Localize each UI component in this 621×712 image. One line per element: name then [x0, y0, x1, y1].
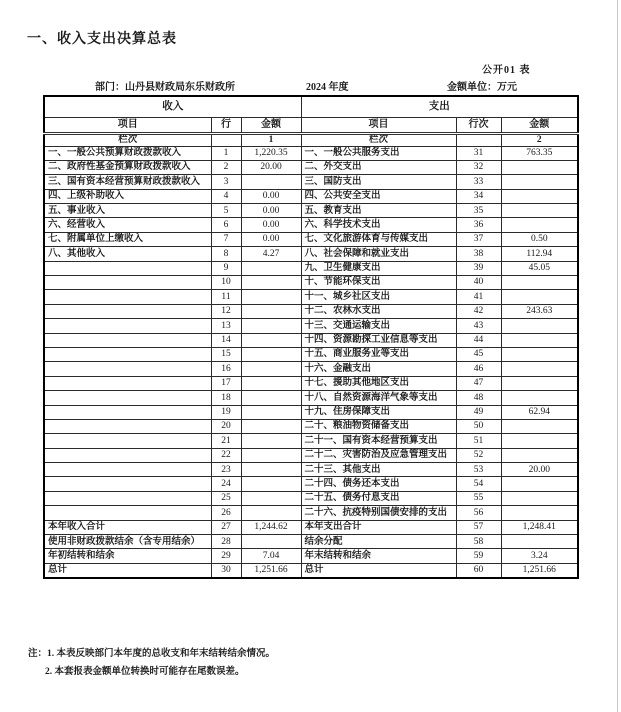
expense-amount-cell: [501, 391, 578, 405]
income-item-cell: [44, 319, 211, 333]
income-amount-cell: [241, 419, 301, 433]
table-row: [44, 491, 578, 505]
table-row: [44, 218, 578, 232]
expense-item-cell: 七、文化旅游体育与传媒支出: [301, 232, 456, 246]
expense-lanci-blank: [456, 133, 501, 146]
income-item-cell: 本年收入合计: [44, 520, 211, 534]
table-row: [44, 304, 578, 318]
income-rownum-cell: 19: [211, 405, 241, 419]
income-rownum-cell: 25: [211, 491, 241, 505]
expense-rownum-cell: 49: [456, 405, 501, 419]
income-amount-cell: [241, 175, 301, 189]
expense-item-cell: 二十四、债务还本支出: [301, 477, 456, 491]
income-item-cell: 四、上级补助收入: [44, 189, 211, 203]
income-rownum-cell: 8: [211, 247, 241, 261]
income-item-cell: [44, 276, 211, 290]
column-header-row: [44, 117, 578, 133]
table-row: [44, 160, 578, 174]
expense-item-cell: 十七、援助其他地区支出: [301, 376, 456, 390]
table-row: [44, 463, 578, 477]
expense-amount-cell: 0.50: [501, 232, 578, 246]
table-row: [44, 563, 578, 577]
income-item-header: 项目: [44, 117, 211, 133]
income-rownum-cell: 23: [211, 463, 241, 477]
table-row: [44, 175, 578, 189]
income-amount-cell: [241, 477, 301, 491]
column-index-row: [44, 133, 578, 146]
income-item-cell: 三、国有资本经营预算财政拨款收入: [44, 175, 211, 189]
income-amount-cell: [241, 506, 301, 520]
income-item-cell: 年初结转和结余: [44, 549, 211, 563]
income-rownum-cell: 29: [211, 549, 241, 563]
income-item-cell: [44, 261, 211, 275]
income-amount-cell: [241, 304, 301, 318]
expense-rownum-cell: 38: [456, 247, 501, 261]
table-row: [44, 347, 578, 361]
expense-item-cell: 结余分配: [301, 535, 456, 549]
department-label: 部门：山丹县财政局东乐财政所: [95, 82, 235, 93]
income-rownum-cell: 24: [211, 477, 241, 491]
income-rownum-cell: 20: [211, 419, 241, 433]
expense-item-header: 项目: [301, 117, 456, 133]
table-row: [44, 549, 578, 563]
income-amount-cell: 0.00: [241, 189, 301, 203]
income-item-cell: 八、其他收入: [44, 247, 211, 261]
expense-rownum-cell: 37: [456, 232, 501, 246]
expense-rownum-cell: 60: [456, 563, 501, 577]
income-amount-cell: [241, 333, 301, 347]
expense-amount-cell: [501, 204, 578, 218]
table-row: [44, 405, 578, 419]
income-rownum-cell: 6: [211, 218, 241, 232]
page-title: 一、收入支出决算总表: [27, 32, 177, 47]
table-row: [44, 477, 578, 491]
expense-item-cell: 本年支出合计: [301, 520, 456, 534]
income-amount-cell: [241, 319, 301, 333]
expense-item-cell: 二十二、灾害防治及应急管理支出: [301, 448, 456, 462]
expense-column-index: 2: [501, 133, 578, 146]
amount-unit-label: 金额单位：万元: [447, 82, 517, 93]
expense-amount-cell: [501, 276, 578, 290]
summary-table: [43, 95, 579, 579]
income-amount-header: 金额: [241, 117, 301, 133]
income-rownum-cell: 17: [211, 376, 241, 390]
income-amount-cell: [241, 448, 301, 462]
expense-amount-cell: [501, 347, 578, 361]
expense-item-cell: 十、节能环保支出: [301, 276, 456, 290]
income-amount-cell: [241, 276, 301, 290]
expense-item-cell: 年末结转和结余: [301, 549, 456, 563]
expense-item-cell: 二十五、债务付息支出: [301, 491, 456, 505]
income-rownum-cell: 27: [211, 520, 241, 534]
income-amount-cell: 1,220.35: [241, 146, 301, 160]
table-row: [44, 391, 578, 405]
expense-amount-header: 金额: [501, 117, 578, 133]
expense-rownum-cell: 56: [456, 506, 501, 520]
income-amount-cell: [241, 434, 301, 448]
table-row: [44, 362, 578, 376]
expense-rownum-cell: 42: [456, 304, 501, 318]
income-lanci-label: 栏次: [44, 133, 211, 146]
expense-rownum-cell: 35: [456, 204, 501, 218]
income-amount-cell: 20.00: [241, 160, 301, 174]
expense-rownum-cell: 36: [456, 218, 501, 232]
expense-amount-cell: [501, 362, 578, 376]
note-1: 注：1. 本表反映部门本年度的总收支和年末结转结余情况。: [28, 649, 276, 659]
income-amount-cell: [241, 463, 301, 477]
income-item-cell: [44, 290, 211, 304]
income-rownum-cell: 13: [211, 319, 241, 333]
expense-item-cell: 六、科学技术支出: [301, 218, 456, 232]
table-row: [44, 506, 578, 520]
income-amount-cell: [241, 347, 301, 361]
income-amount-cell: [241, 405, 301, 419]
expense-amount-cell: [501, 491, 578, 505]
income-rownum-cell: 9: [211, 261, 241, 275]
expense-rownum-cell: 43: [456, 319, 501, 333]
expense-rownum-cell: 54: [456, 477, 501, 491]
expense-rownum-cell: 52: [456, 448, 501, 462]
expense-amount-cell: [501, 506, 578, 520]
expense-item-cell: 九、卫生健康支出: [301, 261, 456, 275]
income-amount-cell: 0.00: [241, 232, 301, 246]
expense-amount-cell: [501, 535, 578, 549]
income-item-cell: 总计: [44, 563, 211, 577]
income-item-cell: [44, 419, 211, 433]
page-edge-divider: [617, 0, 618, 712]
income-amount-cell: 4.27: [241, 247, 301, 261]
expense-rownum-cell: 45: [456, 347, 501, 361]
income-item-cell: [44, 491, 211, 505]
expense-amount-cell: 1,251.66: [501, 563, 578, 577]
table-row: [44, 520, 578, 534]
income-rownum-cell: 3: [211, 175, 241, 189]
income-item-cell: [44, 362, 211, 376]
expense-rownum-cell: 32: [456, 160, 501, 174]
income-item-cell: [44, 376, 211, 390]
expense-amount-cell: [501, 160, 578, 174]
expense-amount-cell: [501, 448, 578, 462]
income-item-cell: [44, 333, 211, 347]
table-row: [44, 276, 578, 290]
income-rownum-cell: 11: [211, 290, 241, 304]
expense-amount-cell: 1,248.41: [501, 520, 578, 534]
income-rownum-cell: 22: [211, 448, 241, 462]
expense-item-cell: 二十六、抗疫特别国债安排的支出: [301, 506, 456, 520]
expense-item-cell: 十五、商业服务业等支出: [301, 347, 456, 361]
table-row: [44, 204, 578, 218]
expense-item-cell: 十四、资源勘探工业信息等支出: [301, 333, 456, 347]
table-row: [44, 146, 578, 160]
expense-amount-cell: [501, 477, 578, 491]
income-column-index: 1: [241, 133, 301, 146]
expense-item-cell: 总计: [301, 563, 456, 577]
table-row: [44, 448, 578, 462]
expense-amount-cell: [501, 333, 578, 347]
expense-amount-cell: [501, 319, 578, 333]
expense-rownum-cell: 50: [456, 419, 501, 433]
expense-rownum-cell: 59: [456, 549, 501, 563]
income-item-cell: 二、政府性基金预算财政拨款收入: [44, 160, 211, 174]
income-amount-cell: 7.04: [241, 549, 301, 563]
income-item-cell: 一、一般公共预算财政拨款收入: [44, 146, 211, 160]
expense-rownum-cell: 57: [456, 520, 501, 534]
expense-amount-cell: [501, 290, 578, 304]
table-row: [44, 333, 578, 347]
income-rownum-cell: 15: [211, 347, 241, 361]
income-rownum-cell: 14: [211, 333, 241, 347]
income-item-cell: [44, 434, 211, 448]
income-amount-cell: [241, 491, 301, 505]
expense-amount-cell: [501, 376, 578, 390]
income-item-cell: [44, 347, 211, 361]
income-rownum-cell: 7: [211, 232, 241, 246]
expense-rownum-cell: 44: [456, 333, 501, 347]
expense-amount-cell: 45.05: [501, 261, 578, 275]
expense-section-header: 支出: [301, 96, 578, 117]
expense-rownum-cell: 41: [456, 290, 501, 304]
expense-item-cell: 十二、农林水支出: [301, 304, 456, 318]
income-rownum-cell: 4: [211, 189, 241, 203]
expense-amount-cell: 112.94: [501, 247, 578, 261]
table-label: 公开01 表: [482, 65, 531, 76]
income-amount-cell: [241, 535, 301, 549]
income-amount-cell: [241, 290, 301, 304]
income-item-cell: [44, 405, 211, 419]
income-item-cell: 六、经营收入: [44, 218, 211, 232]
table-row: [44, 376, 578, 390]
expense-rownum-cell: 58: [456, 535, 501, 549]
expense-item-cell: 一、一般公共服务支出: [301, 146, 456, 160]
income-rownum-cell: 28: [211, 535, 241, 549]
expense-rownum-cell: 34: [456, 189, 501, 203]
expense-rownum-cell: 48: [456, 391, 501, 405]
table-row: [44, 232, 578, 246]
income-item-cell: [44, 477, 211, 491]
income-amount-cell: [241, 362, 301, 376]
expense-lanci-label: 栏次: [301, 133, 456, 146]
income-lanci-blank: [211, 133, 241, 146]
income-rownum-cell: 2: [211, 160, 241, 174]
income-rownum-cell: 12: [211, 304, 241, 318]
table-row: [44, 290, 578, 304]
income-rownum-cell: 26: [211, 506, 241, 520]
table-row: [44, 434, 578, 448]
expense-rownum-cell: 55: [456, 491, 501, 505]
expense-item-cell: 二、外交支出: [301, 160, 456, 174]
income-rownum-cell: 30: [211, 563, 241, 577]
income-amount-cell: [241, 261, 301, 275]
expense-item-cell: 二十三、其他支出: [301, 463, 456, 477]
expense-item-cell: 十八、自然资源海洋气象等支出: [301, 391, 456, 405]
expense-item-cell: 十一、城乡社区支出: [301, 290, 456, 304]
income-amount-cell: [241, 391, 301, 405]
table-notes: [28, 650, 275, 685]
income-amount-cell: [241, 376, 301, 390]
income-rownum-header: 行: [211, 117, 241, 133]
expense-item-cell: 八、社会保障和就业支出: [301, 247, 456, 261]
expense-rownum-cell: 53: [456, 463, 501, 477]
expense-rownum-cell: 51: [456, 434, 501, 448]
expense-amount-cell: 3.24: [501, 549, 578, 563]
expense-amount-cell: 62.94: [501, 405, 578, 419]
table-row: [44, 189, 578, 203]
income-rownum-cell: 21: [211, 434, 241, 448]
expense-item-cell: 二十、粮油物资储备支出: [301, 419, 456, 433]
expense-item-cell: 十六、金融支出: [301, 362, 456, 376]
expense-item-cell: 五、教育支出: [301, 204, 456, 218]
expense-rownum-cell: 40: [456, 276, 501, 290]
income-amount-cell: 1,251.66: [241, 563, 301, 577]
fiscal-year-label: 2024 年度: [306, 82, 349, 93]
expense-item-cell: 三、国防支出: [301, 175, 456, 189]
income-rownum-cell: 1: [211, 146, 241, 160]
expense-rownum-cell: 39: [456, 261, 501, 275]
expense-amount-cell: [501, 419, 578, 433]
expense-amount-cell: [501, 175, 578, 189]
income-item-cell: 五、事业收入: [44, 204, 211, 218]
table-row: [44, 247, 578, 261]
income-rownum-cell: 5: [211, 204, 241, 218]
expense-item-cell: 十九、住房保障支出: [301, 405, 456, 419]
income-item-cell: 七、附属单位上缴收入: [44, 232, 211, 246]
expense-rownum-cell: 33: [456, 175, 501, 189]
expense-item-cell: 十三、交通运输支出: [301, 319, 456, 333]
income-item-cell: 使用非财政拨款结余（含专用结余）: [44, 535, 211, 549]
income-rownum-cell: 10: [211, 276, 241, 290]
income-item-cell: [44, 463, 211, 477]
table-row: [44, 319, 578, 333]
expense-rownum-cell: 31: [456, 146, 501, 160]
expense-rownum-header: 行次: [456, 117, 501, 133]
table-row: [44, 535, 578, 549]
income-item-cell: [44, 304, 211, 318]
income-amount-cell: 0.00: [241, 218, 301, 232]
expense-rownum-cell: 46: [456, 362, 501, 376]
expense-item-cell: 四、公共安全支出: [301, 189, 456, 203]
income-rownum-cell: 16: [211, 362, 241, 376]
expense-amount-cell: 243.63: [501, 304, 578, 318]
income-item-cell: [44, 448, 211, 462]
income-item-cell: [44, 506, 211, 520]
expense-amount-cell: 763.35: [501, 146, 578, 160]
income-amount-cell: 0.00: [241, 204, 301, 218]
expense-amount-cell: [501, 189, 578, 203]
income-section-header: 收入: [44, 96, 301, 117]
note-2: 2. 本套报表金额单位转换时可能存在尾数误差。: [45, 666, 245, 677]
expense-item-cell: 二十一、国有资本经营预算支出: [301, 434, 456, 448]
table-row: [44, 419, 578, 433]
expense-amount-cell: 20.00: [501, 463, 578, 477]
expense-rownum-cell: 47: [456, 376, 501, 390]
income-amount-cell: 1,244.62: [241, 520, 301, 534]
expense-amount-cell: [501, 434, 578, 448]
income-rownum-cell: 18: [211, 391, 241, 405]
income-item-cell: [44, 391, 211, 405]
table-row: [44, 261, 578, 275]
section-header-row: [44, 96, 578, 117]
expense-amount-cell: [501, 218, 578, 232]
